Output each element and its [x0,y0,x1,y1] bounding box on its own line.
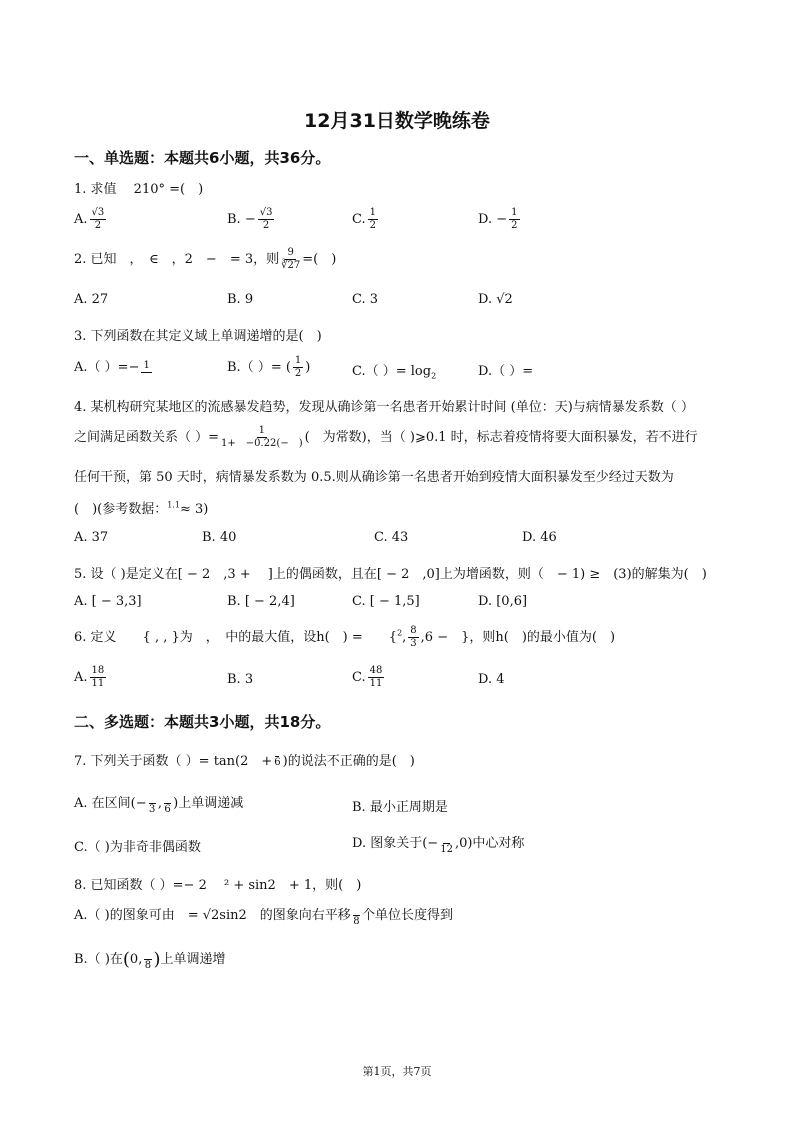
question-3-stem: 3. 下列函数在其定义域上单调递增的是( ) [74,329,322,344]
question-1-option-d: D. − $\frac{1}{2}$ [478,207,518,231]
question-2-option-d: D. √2 [478,292,513,307]
question-6-option-a: A. $\frac{18}{11}$ [74,665,105,689]
question-6-option-b: B. 3 [227,672,254,687]
question-7-option-d: D. 图象关于(− 12 ,0)中心对称 [352,832,524,855]
question-4-line-3: 任何干预，第 50 天时，病情暴发系数为 0.5.则从确诊第一名患者开始到疫情大面积暴发至少经过天数为 [74,470,674,485]
question-8-option-a: A.（ )的图象可由 = √2sin2 的图象向右平移 8 个单位长度得到 [74,904,453,927]
question-4-option-b: B. 40 [202,530,237,545]
question-8-stem: 8. 已知函数（ ）=− 2 ² + sin2 + 1，则( ) [74,878,362,893]
question-2-option-b: B. 9 [227,292,254,307]
question-5-option-a: A. [ − 3,3] [74,594,142,609]
question-8-option-b: B.（ )在(0, 8 )上单调递增 [74,949,226,971]
question-5-option-c: C. [ − 1,5] [352,594,420,609]
question-3-option-b: B.（ ）= ( $\frac{1}{2}$ ) [227,355,311,379]
question-4-line-1: 4. 某机构研究某地区的流感暴发趋势，发现从确诊第一名患者开始累计时间 (单位：天)与病情暴发系数（ ） [74,400,694,415]
question-6-stem: 6. 定义 { , , }为 ， 中的最大值，设h( ) = {$^2$, $\frac{8}{3}$ ,6 − }，则h( )的最小值为( ) [74,625,616,649]
question-4-line-2: 之间满足函数关系（ ）= $\frac{1}{1+ -0.22(- )}$ ( 为常数)，当（ )⩾0.1 时，标志着疫情将要大面积暴发，若不进行 [74,425,698,449]
question-4-option-a: A. 37 [74,530,109,545]
question-6-option-c: C. $\frac{48}{11}$ [352,665,383,689]
page-footer: 第1页，共7页 [362,1065,432,1078]
question-3-option-d: D.（ ）= [478,364,534,379]
question-7-option-b: B. 最小正周期是 [352,800,448,815]
question-1-option-a: A. $\frac{√3}{2}$ [74,207,105,231]
question-4-option-d: D. 46 [522,530,557,545]
question-3-option-a: A.（ ）=− 1 [74,360,150,375]
question-5-stem: 5. 设（ )是定义在[ − 2 ,3 + ]上的偶函数，且在[ − 2 ,0]上为增函数，则（ − 1) ≥ (3)的解集为( ) [74,567,707,582]
question-2-stem: 2. 已知 ， ∈ ，2 − = 3，则 $\frac{9}{∛27}$ =( ) [74,247,337,271]
page-title: 12月31日数学晚练卷 [304,110,490,132]
question-7-option-a: A. 在区间(− 3 , 6 )上单调递减 [74,792,243,815]
section-heading-single-choice: 一、单选题：本题共6小题，共36分。 [74,149,331,167]
question-2-option-c: C. 3 [352,292,379,307]
question-3-option-c: C.（ ）= $\log_2$ [352,364,437,381]
question-1-stem: 1. 求值 210° =( ) [74,182,204,197]
question-7-stem: 7. 下列关于函数（ ）= tan(2 + 6 )的说法不正确的是( ) [74,754,415,769]
question-1-option-b: B. − $\frac{√3}{2}$ [227,207,273,231]
question-6-option-d: D. 4 [478,672,505,687]
question-4-line-4: ( )(参考数据：$^{1.1}$≈ 3) [74,500,209,517]
question-7-option-c: C.（ )为非奇非偶函数 [74,840,201,855]
question-5-option-b: B. [ − 2,4] [227,594,295,609]
question-5-option-d: D. [0,6] [478,594,528,609]
section-heading-multiple-choice: 二、多选题：本题共3小题，共18分。 [74,713,331,731]
question-2-option-a: A. 27 [74,292,109,307]
question-1-option-c: C. $\frac{1}{2}$ [352,207,376,231]
question-4-option-c: C. 43 [374,530,409,545]
